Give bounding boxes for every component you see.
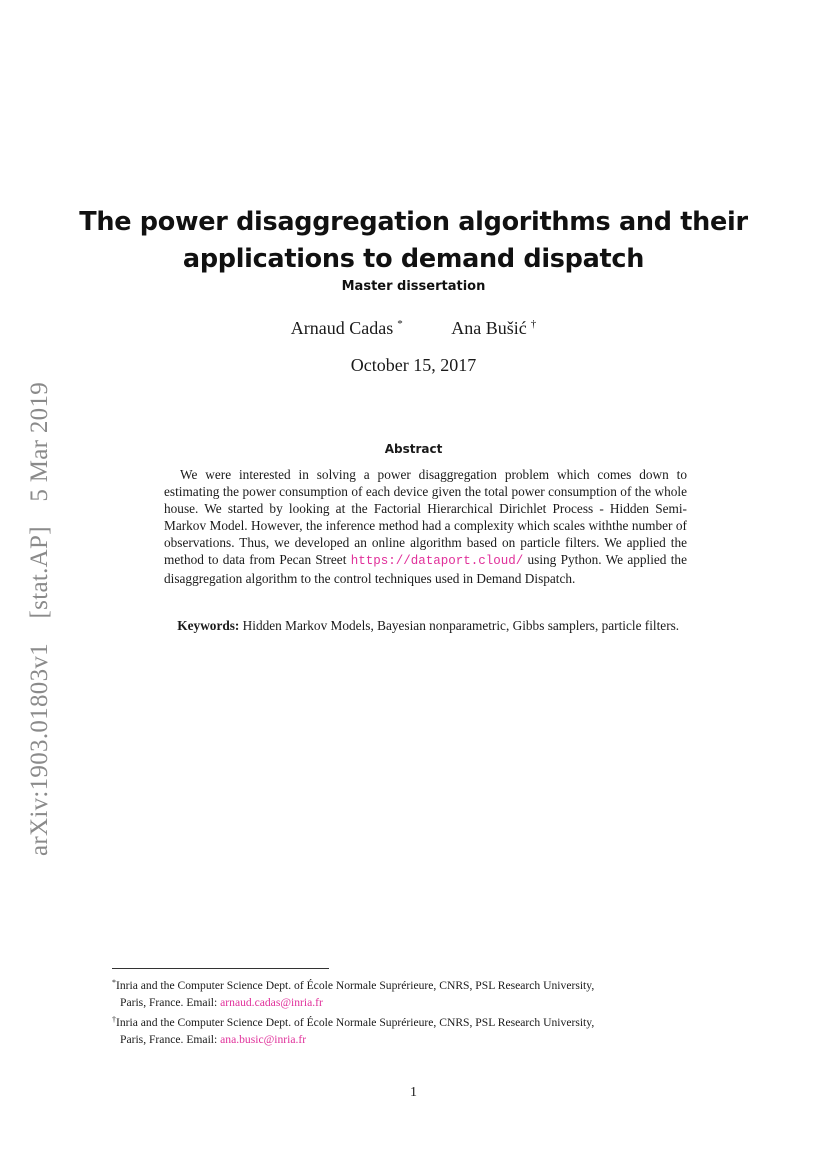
author-name: Ana Bušić — [451, 318, 527, 338]
author-1 — [291, 318, 403, 339]
footnote-text: Inria and the Computer Science Dept. of École Normale Suprérieure, CNRS, PSL Research University, — [116, 979, 595, 992]
keywords-text: Hidden Markov Models, Bayesian nonparametric, Gibbs samplers, particle filters. — [239, 618, 680, 633]
paper-title — [0, 204, 827, 278]
arxiv-category: [stat.AP] — [26, 526, 53, 619]
abstract-body — [164, 466, 687, 587]
abstract-text: We were interested in solving a power disaggregation problem which comes down to estimating the power consumption of each device given the total power consumption of the whole house. We started by looking at the Factorial Hierarchical Dirichlet Process - Hidden Semi-Markov Model. However, the inference method had a complexity which scales withthe number of observations. Thus, we developed an online algorithm based on particle filters. We applied the method to data from Pecan Street — [164, 467, 687, 567]
abstract-text-end: using Python. We applied the disaggregation algorithm to the control techniques used in Demand Dispatch. — [164, 552, 687, 586]
dataport-link[interactable]: https://dataport.cloud/ — [350, 554, 524, 568]
footnotes — [112, 974, 725, 1048]
email-link[interactable]: ana.busic@inria.fr — [220, 1033, 307, 1046]
arxiv-id: arXiv:1903.01803v1 — [26, 643, 53, 857]
footnote-2 — [112, 1011, 725, 1048]
footnote-1 — [112, 974, 725, 1011]
keywords-label: Keywords: — [177, 618, 240, 633]
footnote-mark: * — [112, 978, 116, 987]
paper-subtitle: Master dissertation — [341, 279, 486, 294]
footnote-divider — [112, 968, 329, 969]
page-number: 1 — [410, 1085, 417, 1100]
abstract-heading: Abstract — [384, 442, 443, 456]
arxiv-date: 5 Mar 2019 — [26, 381, 53, 502]
author-2 — [451, 318, 536, 339]
title-line-1: The power disaggregation algorithms and their — [79, 207, 748, 237]
footnote-text-cont: Paris, France. Email: — [120, 1033, 221, 1046]
footnote-mark[interactable]: † — [530, 318, 537, 330]
arxiv-stamp — [26, 364, 54, 856]
footnote-text: Inria and the Computer Science Dept. of École Normale Suprérieure, CNRS, PSL Research University, — [116, 1016, 595, 1029]
paper-date: October 15, 2017 — [350, 355, 477, 375]
footnote-mark: † — [112, 1015, 116, 1024]
footnote-text-cont: Paris, France. Email: — [120, 996, 221, 1009]
keywords — [164, 617, 687, 634]
authors — [0, 318, 827, 339]
footnote-mark[interactable]: * — [397, 318, 403, 330]
email-link[interactable]: arnaud.cadas@inria.fr — [220, 996, 323, 1009]
author-name: Arnaud Cadas — [290, 318, 394, 338]
title-line-2: applications to demand dispatch — [182, 244, 645, 274]
